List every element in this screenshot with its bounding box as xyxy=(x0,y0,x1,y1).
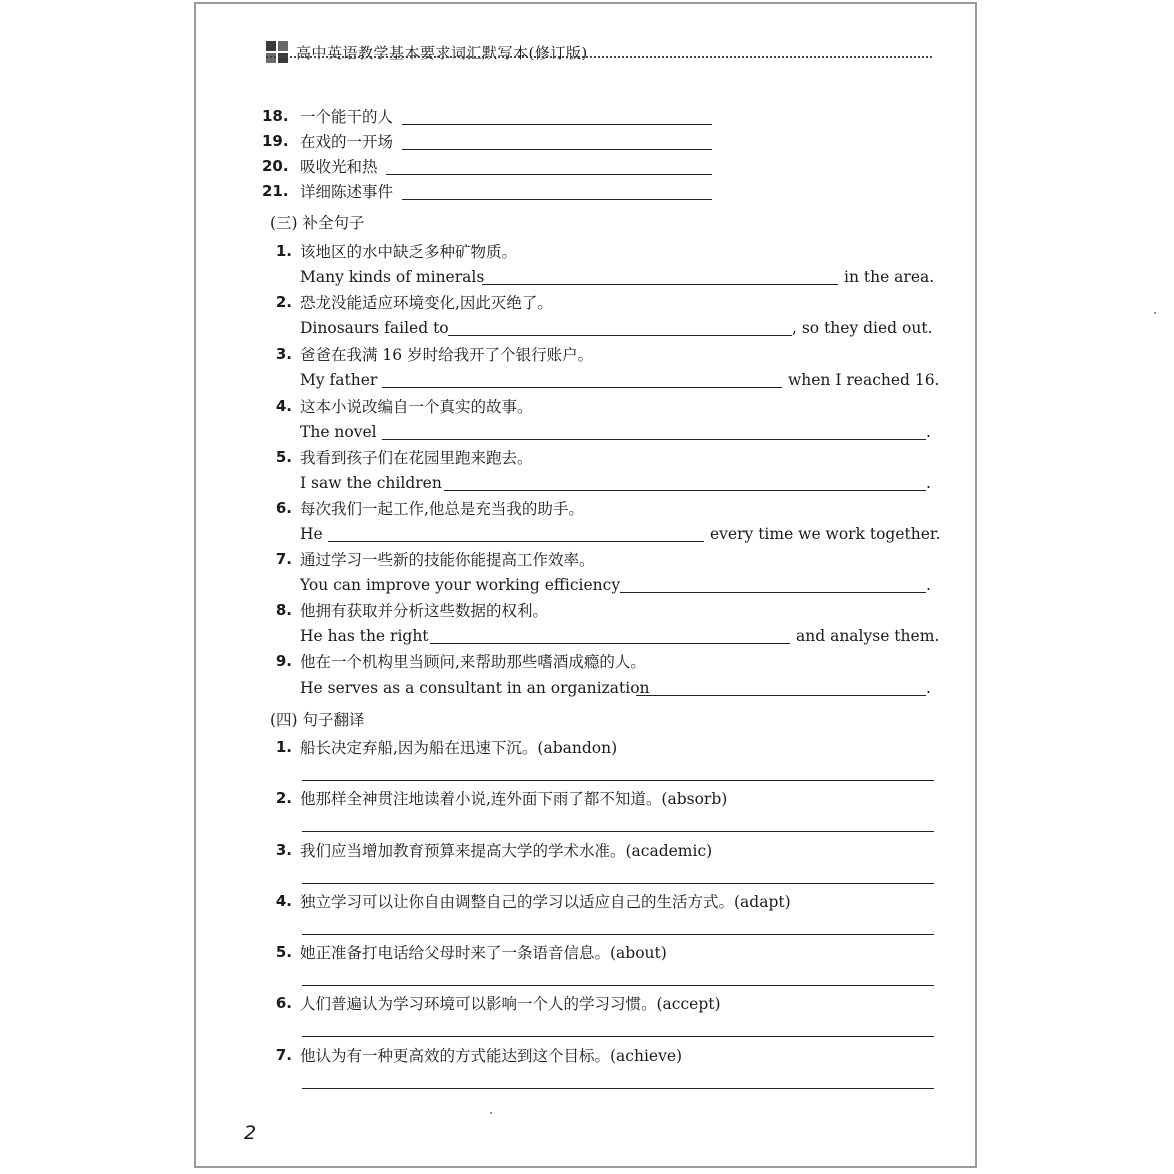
english-suffix: . xyxy=(926,679,931,697)
chinese-sentence: 这本小说改编自一个真实的故事。 xyxy=(300,398,533,416)
english-suffix: , so they died out. xyxy=(792,319,933,337)
phrase-text: 一个能干的人 xyxy=(300,108,394,126)
answer-blank[interactable] xyxy=(482,284,838,285)
header-divider xyxy=(266,56,932,58)
item-number: 1. xyxy=(275,738,292,756)
chinese-sentence: 爸爸在我满 16 岁时给我开了个银行账户。 xyxy=(300,346,594,364)
answer-blank[interactable] xyxy=(430,643,790,644)
english-suffix: in the area. xyxy=(844,268,935,286)
chinese-sentence: 她正准备打电话给父母时来了一条语音信息。(about) xyxy=(300,944,667,962)
chinese-sentence: 通过学习一些新的技能你能提高工作效率。 xyxy=(300,551,595,569)
english-prefix: The novel xyxy=(300,423,377,441)
item-number: 4. xyxy=(275,397,292,415)
chinese-sentence: 我们应当增加教育预算来提高大学的学术水准。(academic) xyxy=(300,842,713,860)
english-suffix: every time we work together. xyxy=(710,525,941,543)
answer-blank[interactable] xyxy=(636,695,926,696)
answer-blank[interactable] xyxy=(382,387,782,388)
english-suffix: . xyxy=(926,576,931,594)
answer-blank[interactable] xyxy=(382,439,926,440)
phrase-number: 18. xyxy=(262,107,289,125)
answer-blank[interactable] xyxy=(328,541,704,542)
worksheet-page xyxy=(194,2,977,1168)
item-number: 5. xyxy=(275,448,292,466)
answer-line[interactable] xyxy=(302,934,934,935)
answer-line[interactable] xyxy=(302,1088,934,1089)
phrase-number: 21. xyxy=(262,182,289,200)
page-header xyxy=(266,40,588,64)
book-logo-icon xyxy=(266,41,288,63)
english-suffix: . xyxy=(926,474,931,492)
answer-line[interactable] xyxy=(302,1036,934,1037)
item-number: 4. xyxy=(275,892,292,910)
answer-line[interactable] xyxy=(302,831,934,832)
item-number: 3. xyxy=(275,345,292,363)
item-number: 5. xyxy=(275,943,292,961)
chinese-sentence: 每次我们一起工作,他总是充当我的助手。 xyxy=(300,500,584,518)
answer-blank[interactable] xyxy=(444,490,926,491)
print-speck xyxy=(490,1112,492,1114)
phrase-text: 在戏的一开场 xyxy=(300,133,394,151)
item-number: 8. xyxy=(275,601,292,619)
header-title: 高中英语教学基本要求词汇默写本(修订版) xyxy=(296,43,588,62)
answer-blank[interactable] xyxy=(386,174,712,175)
item-number: 7. xyxy=(275,550,292,568)
english-prefix: He has the right xyxy=(300,627,429,645)
english-prefix: Dinosaurs failed to xyxy=(300,319,449,337)
item-number: 6. xyxy=(275,994,292,1012)
english-prefix: My father xyxy=(300,371,378,389)
chinese-sentence: 独立学习可以让你自由调整自己的学习以适应自己的生活方式。(adapt) xyxy=(300,893,791,911)
item-number: 3. xyxy=(275,841,292,859)
chinese-sentence: 他认为有一种更高效的方式能达到这个目标。(achieve) xyxy=(300,1047,683,1065)
answer-line[interactable] xyxy=(302,780,934,781)
chinese-sentence: 该地区的水中缺乏多种矿物质。 xyxy=(300,243,518,261)
english-prefix: He xyxy=(300,525,323,543)
chinese-sentence: 人们普遍认为学习环境可以影响一个人的学习习惯。(accept) xyxy=(300,995,721,1013)
chinese-sentence: 他那样全神贯注地读着小说,连外面下雨了都不知道。(absorb) xyxy=(300,790,728,808)
item-number: 6. xyxy=(275,499,292,517)
item-number: 1. xyxy=(275,242,292,260)
english-suffix: . xyxy=(926,423,931,441)
english-prefix: Many kinds of minerals xyxy=(300,268,485,286)
phrase-text: 吸收光和热 xyxy=(300,158,378,176)
chinese-sentence: 船长决定弃船,因为船在迅速下沉。(abandon) xyxy=(300,739,618,757)
phrase-text: 详细陈述事件 xyxy=(300,183,394,201)
answer-blank[interactable] xyxy=(620,592,926,593)
page-number: 2 xyxy=(244,1122,257,1144)
section-title: (三) 补全句子 xyxy=(270,214,365,232)
english-prefix: He serves as a consultant in an organization xyxy=(300,679,650,697)
phrase-number: 20. xyxy=(262,157,289,175)
chinese-sentence: 他拥有获取并分析这些数据的权利。 xyxy=(300,602,549,620)
answer-blank[interactable] xyxy=(402,124,712,125)
answer-line[interactable] xyxy=(302,883,934,884)
answer-blank[interactable] xyxy=(402,149,712,150)
item-number: 2. xyxy=(275,293,292,311)
item-number: 2. xyxy=(275,789,292,807)
chinese-sentence: 恐龙没能适应环境变化,因此灭绝了。 xyxy=(300,294,553,312)
english-suffix: and analyse them. xyxy=(796,627,940,645)
answer-line[interactable] xyxy=(302,985,934,986)
english-prefix: I saw the children xyxy=(300,474,442,492)
chinese-sentence: 我看到孩子们在花园里跑来跑去。 xyxy=(300,449,533,467)
answer-blank[interactable] xyxy=(402,199,712,200)
answer-blank[interactable] xyxy=(448,335,792,336)
section-title: (四) 句子翻译 xyxy=(270,711,365,729)
item-number: 9. xyxy=(275,652,292,670)
chinese-sentence: 他在一个机构里当顾问,来帮助那些嗜酒成瘾的人。 xyxy=(300,653,646,671)
english-prefix: You can improve your working efficiency xyxy=(300,576,621,594)
phrase-number: 19. xyxy=(262,132,289,150)
scan-speck xyxy=(1154,312,1156,314)
item-number: 7. xyxy=(275,1046,292,1064)
english-suffix: when I reached 16. xyxy=(788,371,940,389)
